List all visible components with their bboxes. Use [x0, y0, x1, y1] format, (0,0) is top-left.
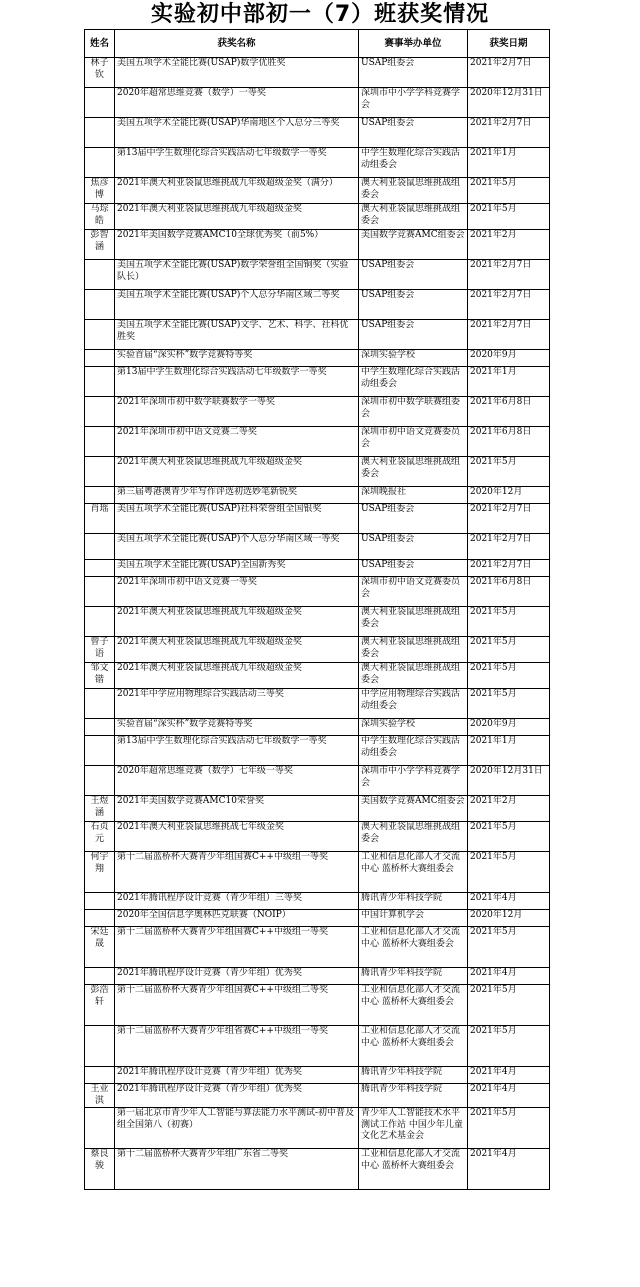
table-row [85, 1067, 550, 1084]
organizer: 深圳市初中语文竞赛委员会 [359, 427, 468, 457]
award-date: 2020年9月 [468, 350, 550, 367]
student-name [85, 736, 115, 766]
table-row [85, 893, 550, 910]
student-name: 石贞元 [85, 822, 115, 852]
student-name: 宋廷晟 [85, 927, 115, 968]
student-name: 林子钦 [85, 58, 115, 88]
student-name [85, 910, 115, 927]
organizer: 中国计算机学会 [359, 910, 468, 927]
student-name [85, 766, 115, 796]
award-name: 2020年超常思维竞赛（数学）一等奖 [115, 88, 359, 118]
organizer: USAP组委会 [359, 58, 468, 88]
student-name [85, 719, 115, 736]
award-date: 2021年6月8日 [468, 397, 550, 427]
header-name: 姓名 [85, 30, 115, 58]
award-date: 2021年5月 [468, 927, 550, 968]
table-row [85, 397, 550, 427]
award-date: 2020年12月 [468, 487, 550, 504]
table-row [85, 320, 550, 350]
student-name [85, 320, 115, 350]
organizer: 腾讯青少年科技学院 [359, 1084, 468, 1108]
organizer: 美国数学竞赛AMC组委会 [359, 796, 468, 822]
organizer: USAP组委会 [359, 504, 468, 534]
award-name: 2021年澳大利亚袋鼠思维挑战七年级金奖 [115, 822, 359, 852]
student-name [85, 1026, 115, 1067]
table-row [85, 457, 550, 487]
organizer: 澳大利亚袋鼠思维挑战组委会 [359, 663, 468, 689]
student-name [85, 968, 115, 985]
student-name: 彭智涵 [85, 230, 115, 260]
organizer: 工业和信息化部人才交流中心 蓝桥杯大赛组委会 [359, 852, 468, 893]
organizer: 中学生数理化综合实践活动组委会 [359, 736, 468, 766]
table-row [85, 689, 550, 719]
award-date: 2021年2月7日 [468, 560, 550, 577]
award-date: 2021年6月8日 [468, 577, 550, 607]
student-name [85, 457, 115, 487]
table-row [85, 504, 550, 534]
award-date: 2020年12月31日 [468, 88, 550, 118]
table-row [85, 148, 550, 178]
award-date: 2021年2月7日 [468, 504, 550, 534]
organizer: 澳大利亚袋鼠思维挑战组委会 [359, 204, 468, 230]
student-name [85, 1067, 115, 1084]
award-name: 美国五项学术全能比赛(USAP)全国新秀奖 [115, 560, 359, 577]
table-row [85, 118, 550, 148]
award-date: 2021年6月8日 [468, 427, 550, 457]
award-name: 第13届中学生数理化综合实践活动七年级数学一等奖 [115, 736, 359, 766]
table-row [85, 260, 550, 290]
organizer: USAP组委会 [359, 560, 468, 577]
award-name: 2021年澳大利亚袋鼠思维挑战九年级超级金奖 [115, 457, 359, 487]
award-name: 2021年腾讯程序设计竞赛（青少年组）三等奖 [115, 893, 359, 910]
student-name [85, 577, 115, 607]
award-date: 2021年5月 [468, 822, 550, 852]
organizer: 深圳市初中语文竞赛委员会 [359, 577, 468, 607]
student-name [85, 148, 115, 178]
student-name [85, 350, 115, 367]
award-date: 2021年4月 [468, 1149, 550, 1190]
table-row [85, 1084, 550, 1108]
award-date: 2021年5月 [468, 852, 550, 893]
table-row [85, 968, 550, 985]
table-row [85, 822, 550, 852]
student-name [85, 1108, 115, 1149]
award-date: 2021年5月 [468, 457, 550, 487]
student-name [85, 118, 115, 148]
table-row [85, 534, 550, 560]
award-name: 2021年澳大利亚袋鼠思维挑战九年级超级金奖 [115, 204, 359, 230]
organizer: 工业和信息化部人才交流中心 蓝桥杯大赛组委会 [359, 1026, 468, 1067]
student-name [85, 397, 115, 427]
organizer: 深圳实验学校 [359, 350, 468, 367]
table-row [85, 178, 550, 204]
award-name: 实验首届“深实杯”数学竞赛特等奖 [115, 350, 359, 367]
organizer: 澳大利亚袋鼠思维挑战组委会 [359, 178, 468, 204]
organizer: USAP组委会 [359, 534, 468, 560]
organizer: 工业和信息化部人才交流中心 蓝桥杯大赛组委会 [359, 985, 468, 1026]
table-row [85, 796, 550, 822]
award-name: 美国五项学术全能比赛(USAP)个人总分华南区域一等奖 [115, 534, 359, 560]
table-row [85, 58, 550, 88]
student-name: 曾子语 [85, 637, 115, 663]
student-name: 蔡良骏 [85, 1149, 115, 1190]
student-name [85, 689, 115, 719]
award-name: 2021年澳大利亚袋鼠思维挑战九年级超级金奖（满分） [115, 178, 359, 204]
table-row [85, 577, 550, 607]
award-name: 2021年澳大利亚袋鼠思维挑战九年级超级金奖 [115, 663, 359, 689]
student-name [85, 427, 115, 457]
award-date: 2021年5月 [468, 663, 550, 689]
student-name: 彭浩轩 [85, 985, 115, 1026]
table-row [85, 367, 550, 397]
organizer: 澳大利亚袋鼠思维挑战组委会 [359, 637, 468, 663]
table-row [85, 663, 550, 689]
student-name [85, 88, 115, 118]
organizer: 深圳市中小学学科竞赛学会 [359, 766, 468, 796]
organizer: 澳大利亚袋鼠思维挑战组委会 [359, 457, 468, 487]
award-date: 2021年1月 [468, 367, 550, 397]
award-name: 第三届粤港澳青少年写作评选初选妙笔新锐奖 [115, 487, 359, 504]
organizer: 深圳市中小学学科竞赛学会 [359, 88, 468, 118]
student-name [85, 607, 115, 637]
organizer: 澳大利亚袋鼠思维挑战组委会 [359, 607, 468, 637]
table-row [85, 1108, 550, 1149]
award-date: 2021年5月 [468, 178, 550, 204]
organizer: USAP组委会 [359, 118, 468, 148]
award-date: 2021年1月 [468, 148, 550, 178]
award-name: 2021年美国数学竞赛AMC10全球优秀奖（前5%） [115, 230, 359, 260]
award-name: 第十二届蓝桥杯大赛青少年组省赛C++中级组一等奖 [115, 1026, 359, 1067]
organizer: 深圳晚报社 [359, 487, 468, 504]
award-name: 第十二届蓝桥杯大赛青少年组广东省二等奖 [115, 1149, 359, 1190]
table-row [85, 88, 550, 118]
award-date: 2020年12月 [468, 910, 550, 927]
student-name [85, 367, 115, 397]
award-name: 实验首届“深实杯”数学竞赛特等奖 [115, 719, 359, 736]
organizer: 工业和信息化部人才交流中心 蓝桥杯大赛组委会 [359, 1149, 468, 1190]
table-row [85, 290, 550, 320]
award-date: 2021年2月7日 [468, 320, 550, 350]
student-name: 王业淇 [85, 1084, 115, 1108]
table-row [85, 350, 550, 367]
table-row [85, 204, 550, 230]
award-name: 美国五项学术全能比赛(USAP)华南地区个人总分三等奖 [115, 118, 359, 148]
header-row [85, 30, 550, 58]
award-date: 2021年5月 [468, 1026, 550, 1067]
student-name: 何宇翔 [85, 852, 115, 893]
header-date: 获奖日期 [468, 30, 550, 58]
student-name [85, 260, 115, 290]
award-date: 2021年2月7日 [468, 58, 550, 88]
award-name: 美国五项学术全能比赛(USAP)社科荣誉组全国银奖 [115, 504, 359, 534]
award-name: 第13届中学生数理化综合实践活动七年级数学一等奖 [115, 148, 359, 178]
award-name: 2021年深圳市初中数学联赛数学一等奖 [115, 397, 359, 427]
award-name: 第十二届蓝桥杯大赛青少年组国赛C++中级组一等奖 [115, 852, 359, 893]
award-name: 第一届北京市青少年人工智能与算法能力水平测试-初中普及组全国第八（初赛） [115, 1108, 359, 1149]
organizer: USAP组委会 [359, 290, 468, 320]
award-name: 美国五项学术全能比赛(USAP)文学、艺术、科学、社科优胜奖 [115, 320, 359, 350]
organizer: 腾讯青少年科技学院 [359, 1067, 468, 1084]
table-row [85, 637, 550, 663]
student-name: 邹文锴 [85, 663, 115, 689]
award-name: 2021年澳大利亚袋鼠思维挑战九年级超级金奖 [115, 607, 359, 637]
organizer: 中学生数理化综合实践活动组委会 [359, 367, 468, 397]
award-date: 2021年5月 [468, 637, 550, 663]
award-date: 2021年5月 [468, 1108, 550, 1149]
student-name: 肖瑶 [85, 504, 115, 534]
table-row [85, 985, 550, 1026]
organizer: 工业和信息化部人才交流中心 蓝桥杯大赛组委会 [359, 927, 468, 968]
award-date: 2020年9月 [468, 719, 550, 736]
organizer: 中学生数理化综合实践活动组委会 [359, 148, 468, 178]
table-row [85, 766, 550, 796]
award-date: 2021年2月7日 [468, 260, 550, 290]
awards-table [84, 29, 550, 1190]
table-row [85, 487, 550, 504]
award-date: 2021年4月 [468, 893, 550, 910]
award-name: 第十二届蓝桥杯大赛青少年组国赛C++中级组二等奖 [115, 985, 359, 1026]
award-name: 第13届中学生数理化综合实践活动七年级数学一等奖 [115, 367, 359, 397]
award-name: 2021年腾讯程序设计竞赛（青少年组）优秀奖 [115, 968, 359, 985]
award-name: 2021年美国数学竞赛AMC10荣誉奖 [115, 796, 359, 822]
table-row [85, 927, 550, 968]
student-name [85, 893, 115, 910]
organizer: 中学应用物理综合实践活动组委会 [359, 689, 468, 719]
award-date: 2021年2月 [468, 796, 550, 822]
table-row [85, 607, 550, 637]
award-date: 2021年2月7日 [468, 534, 550, 560]
table-row [85, 910, 550, 927]
award-name: 2020年超常思维竞赛（数学）七年级一等奖 [115, 766, 359, 796]
table-row [85, 1149, 550, 1190]
student-name: 马琮皓 [85, 204, 115, 230]
award-date: 2021年1月 [468, 736, 550, 766]
award-name: 2021年中学应用物理综合实践活动三等奖 [115, 689, 359, 719]
award-date: 2021年4月 [468, 1084, 550, 1108]
organizer: 澳大利亚袋鼠思维挑战组委会 [359, 822, 468, 852]
organizer: 深圳实验学校 [359, 719, 468, 736]
page-title: 实验初中部初一（7）班获奖情况 [150, 2, 490, 27]
table-row [85, 427, 550, 457]
student-name [85, 290, 115, 320]
award-date: 2021年2月7日 [468, 118, 550, 148]
award-date: 2021年4月 [468, 968, 550, 985]
organizer: 深圳市初中数学联赛组委会 [359, 397, 468, 427]
award-name: 2021年腾讯程序设计竞赛（青少年组）优秀奖 [115, 1067, 359, 1084]
award-date: 2021年5月 [468, 204, 550, 230]
header-award: 获奖名称 [115, 30, 359, 58]
header-organizer: 赛事举办单位 [359, 30, 468, 58]
table-row [85, 1026, 550, 1067]
award-date: 2021年2月 [468, 230, 550, 260]
organizer: USAP组委会 [359, 320, 468, 350]
award-name: 2020年全国信息学奥林匹克联赛（NOIP） [115, 910, 359, 927]
organizer: 青少年人工智能技术水平测试工作站 中国少年儿童文化艺术基金会 [359, 1108, 468, 1149]
organizer: 美国数学竞赛AMC组委会 [359, 230, 468, 260]
table-row [85, 560, 550, 577]
table-row [85, 852, 550, 893]
award-name: 美国五项学术全能比赛(USAP)数学荣誉组全国铜奖（实验队长） [115, 260, 359, 290]
award-name: 2021年深圳市初中语文竞赛一等奖 [115, 577, 359, 607]
award-date: 2021年4月 [468, 1067, 550, 1084]
table-row [85, 230, 550, 260]
organizer: 腾讯青少年科技学院 [359, 968, 468, 985]
student-name [85, 534, 115, 560]
award-date: 2021年5月 [468, 985, 550, 1026]
student-name: 焦彦博 [85, 178, 115, 204]
award-name: 2021年澳大利亚袋鼠思维挑战九年级超级金奖 [115, 637, 359, 663]
organizer: USAP组委会 [359, 260, 468, 290]
table-row [85, 736, 550, 766]
student-name [85, 560, 115, 577]
award-name: 2021年深圳市初中语文竞赛二等奖 [115, 427, 359, 457]
award-date: 2020年12月31日 [468, 766, 550, 796]
award-date: 2021年5月 [468, 607, 550, 637]
student-name: 王煜涵 [85, 796, 115, 822]
award-name: 美国五项学术全能比赛(USAP)数学优胜奖 [115, 58, 359, 88]
award-date: 2021年2月7日 [468, 290, 550, 320]
award-name: 美国五项学术全能比赛(USAP)个人总分华南区域二等奖 [115, 290, 359, 320]
award-name: 2021年腾讯程序设计竞赛（青少年组）优秀奖 [115, 1084, 359, 1108]
award-name: 第十二届蓝桥杯大赛青少年组国赛C++中级组一等奖 [115, 927, 359, 968]
table-row [85, 719, 550, 736]
organizer: 腾讯青少年科技学院 [359, 893, 468, 910]
student-name [85, 487, 115, 504]
award-date: 2021年5月 [468, 689, 550, 719]
